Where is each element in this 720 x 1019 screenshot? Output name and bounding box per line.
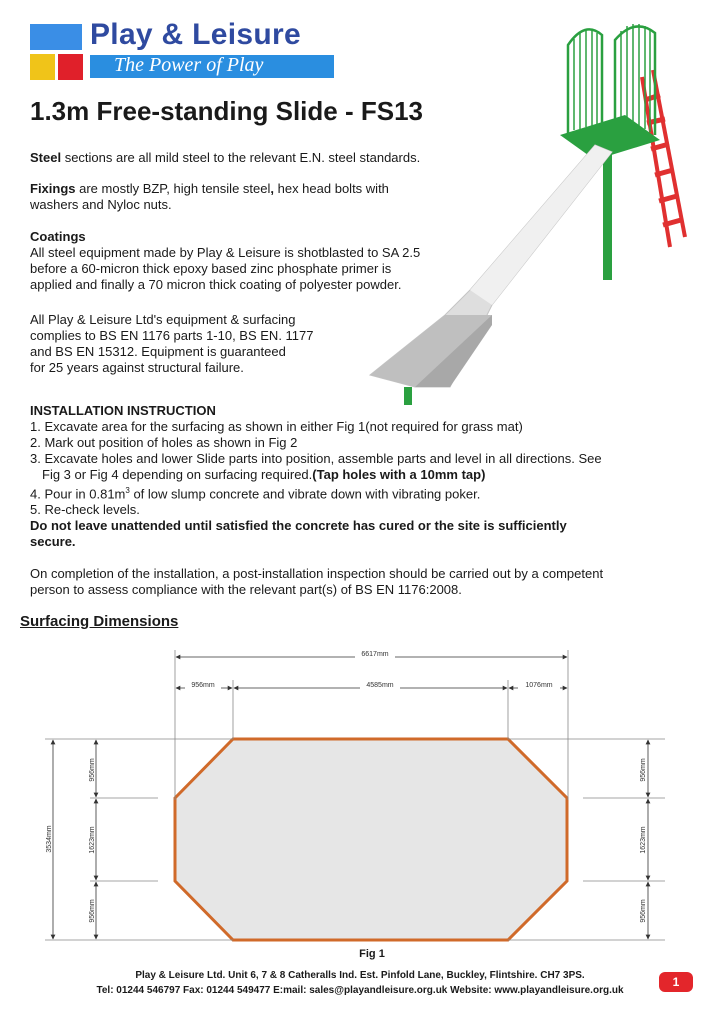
dim-left-mid: 1623mm <box>89 826 96 854</box>
dim-right-mid: 1623mm <box>640 826 647 854</box>
step-3-cont: Fig 3 or Fig 4 depending on surfacing required.(Tap holes with a 10mm tap) <box>42 467 486 482</box>
dim-right-bottom: 956mm <box>640 899 647 923</box>
warning-line-1: Do not leave unattended until satisfied the concrete has cured or the site is sufficiently <box>30 518 567 534</box>
dim-total-width: 6617mm <box>361 651 389 658</box>
installation-instructions <box>30 403 690 598</box>
warning-line-2: secure. <box>30 534 76 550</box>
dim-left-top: 956mm <box>89 758 96 782</box>
slide-illustration <box>360 15 700 410</box>
dim-mid-width: 4585mm <box>366 682 394 689</box>
dim-total-height: 3534mm <box>46 825 53 853</box>
step-5: 5. Re-check levels. <box>30 502 140 518</box>
logo-red-square <box>58 54 83 80</box>
footer-contact: Tel: 01244 546797 Fax: 01244 549477 E:mail: sales@playandleisure.org.uk Website: www.playandleisure.org.uk <box>96 985 624 996</box>
fixings-spec: Fixings are mostly BZP, high tensile steel, hex head bolts with washers and Nyloc nuts. <box>30 181 389 212</box>
dim-right-top: 956mm <box>640 758 647 782</box>
surfacing-outline <box>175 739 567 940</box>
steel-spec: Steel sections are all mild steel to the relevant E.N. steel standards. <box>30 150 421 165</box>
brand-tagline: The Power of Play <box>114 54 264 76</box>
dim-left-bottom: 956mm <box>89 899 96 923</box>
fixings-label: Fixings <box>30 181 76 196</box>
dim-right-width: 1076mm <box>525 682 553 689</box>
coatings-label: Coatings <box>30 229 86 244</box>
step-3: 3. Excavate holes and lower Slide parts into position, assemble parts and level in all directions. See <box>30 451 602 466</box>
inspection-line-1: On completion of the installation, a post-installation inspection should be carried out by a competent <box>30 566 604 582</box>
step-4: 4. Pour in $0.81m^3$ of low slump concrete and vibrate down with vibrating poker. <box>30 486 481 502</box>
surfacing-diagram <box>0 640 720 960</box>
brand-name: Play & Leisure <box>90 18 301 51</box>
page-number-badge: 1 <box>659 972 693 992</box>
installation-heading: INSTALLATION INSTRUCTION <box>30 403 216 418</box>
logo-yellow-square <box>30 54 55 80</box>
compliance-text: All Play & Leisure Ltd's equipment & surfacing complies to BS EN 1176 parts 1-10, BS EN. 1177 and BS EN 15312. Equipment is guaranteed for 25 years against structural failure. <box>30 312 314 375</box>
steel-label: Steel <box>30 150 62 165</box>
page-title: 1.3m Free-standing Slide - FS13 <box>30 96 423 126</box>
coatings-spec: Coatings All steel equipment made by Play & Leisure is shotblasted to SA 2.5 before a 60-micron thick epoxy based zinc phosphate primer is applied and finally a 70 micron thick coating of polyester powder. <box>30 229 421 292</box>
inspection-line-2: person to assess compliance with the relevant part(s) of BS EN 1176:2008. <box>30 582 462 598</box>
step-1: 1. Excavate area for the surfacing as shown in either Fig 1(not required for grass mat) <box>30 419 523 434</box>
footer-address: Play & Leisure Ltd. Unit 6, 7 & 8 Catheralls Ind. Est. Pinfold Lane, Buckley, Flintshire. CH7 3PS. <box>135 970 585 981</box>
dim-left-width: 956mm <box>191 682 215 689</box>
logo-blue-square <box>30 24 82 50</box>
figure-label: Fig 1 <box>359 948 385 960</box>
step-2: 2. Mark out position of holes as shown in Fig 2 <box>30 435 298 450</box>
surfacing-heading: Surfacing Dimensions <box>20 613 179 630</box>
